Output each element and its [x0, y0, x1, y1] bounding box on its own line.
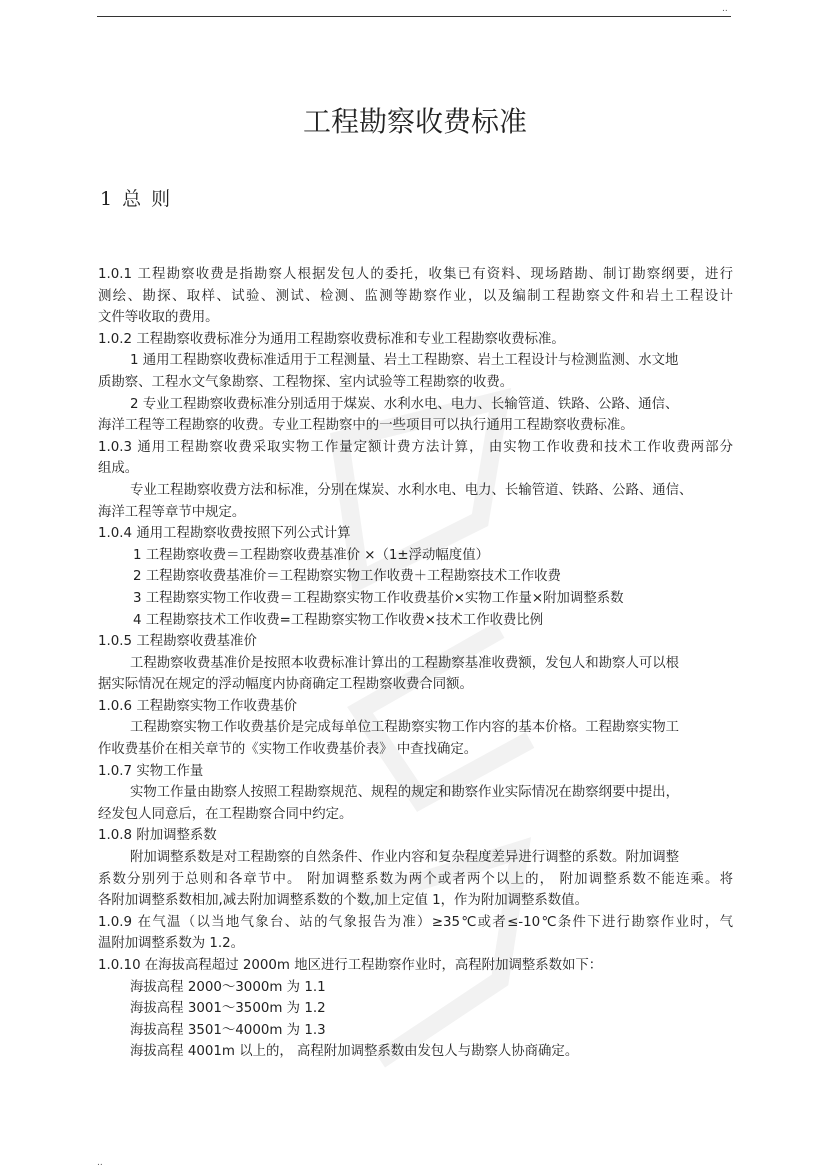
paragraph-line: 实物工作量由勘察人按照工程勘察规范、规程的规定和勘察作业实际情况在勘察纲要中提出， [130, 785, 680, 801]
paragraph-line: 海拔高程 4001m 以上的， 高程附加调整系数由发包人与勘察人协商确定。 [130, 1044, 579, 1060]
paragraph-line: 海洋工程等章节中规定。 [98, 504, 246, 520]
paragraph-line: 专业工程勘察收费方法和标准，分别在煤炭、水利水电、电力、长输管道、铁路、公路、通信、 [130, 482, 693, 498]
paragraph-line: 3 工程勘察实物工作收费＝工程勘察实物工作收费基价×实物工作量×附加调整系数 [133, 590, 624, 606]
paragraph-line: 海拔高程 3001～3500m 为 1.2 [130, 1001, 326, 1017]
paragraph [98, 804, 733, 826]
paragraph [98, 761, 733, 783]
paragraph-line: 1.0.8 附加调整系数 [98, 828, 217, 844]
paragraph [98, 610, 733, 632]
header-rule [97, 16, 731, 17]
paragraph-line: 海拔高程 2000～3000m 为 1.1 [130, 979, 326, 995]
paragraph-line: 2 专业工程勘察收费标准分别适用于煤炭、水利水电、电力、长输管道、铁路、公路、通信、 [130, 396, 679, 412]
paragraph [98, 566, 733, 588]
paragraph [98, 415, 733, 437]
paragraph-line: 1.0.5 工程勘察收费基准价 [98, 634, 257, 650]
paragraph [98, 847, 733, 869]
paragraph-line: 文件等收取的费用。 [98, 310, 219, 326]
paragraph-line: 据实际情况在规定的浮动幅度内协商确定工程勘察收费合同额。 [98, 677, 473, 693]
paragraph [98, 653, 733, 675]
paragraph [98, 329, 733, 351]
paragraph [98, 717, 733, 739]
footer-mark: .. [97, 1158, 103, 1168]
paragraph-line: 温附加调整系数为 1.2。 [98, 936, 245, 952]
paragraph [98, 674, 733, 696]
paragraph-line: 1.0.4 通用工程勘察收费按照下列公式计算 [98, 526, 351, 542]
paragraph [98, 502, 733, 524]
paragraph [98, 437, 733, 480]
paragraph-line: 2 工程勘察收费基准价＝工程勘察实物工作收费＋工程勘察技术工作收费 [133, 569, 561, 585]
document-title: 工程勘察收费标准 [302, 105, 527, 138]
paragraph [98, 372, 733, 394]
paragraph [98, 1041, 733, 1063]
paragraph-line: 质勘察、工程水文气象勘察、工程物探、室内试验等工程勘察的收费。 [98, 374, 514, 390]
paragraph [98, 394, 733, 416]
paragraph-line: 1 通用工程勘察收费标准适用于工程测量、岩土工程勘察、岩土工程设计与检测监测、水文地 [130, 353, 679, 369]
paragraph-line: 经发包人同意后，在工程勘察合同中约定。 [98, 806, 353, 822]
paragraph-line: 1.0.7 实物工作量 [98, 763, 204, 779]
paragraph-line: 组成。 [98, 461, 139, 477]
paragraph [98, 977, 733, 999]
paragraph [98, 264, 733, 329]
paragraph-line: 系数分别列于总则和各章节中。 附加调整系数为两个或者两个以上的， 附加调整系数不能连乘。将 [98, 871, 733, 887]
paragraph [98, 998, 733, 1020]
paragraph [98, 912, 733, 955]
paragraph [98, 545, 733, 567]
paragraph [98, 350, 733, 372]
paragraph-line: 附加调整系数是对工程勘察的自然条件、作业内容和复杂程度差异进行调整的系数。附加调整 [130, 850, 680, 866]
paragraph [98, 631, 733, 653]
paragraph [98, 1020, 733, 1042]
paragraph-line: 海拔高程 3501～4000m 为 1.3 [130, 1022, 326, 1038]
paragraph-line: 1.0.2 工程勘察收费标准分为通用工程勘察收费标准和专业工程勘察收费标准。 [98, 331, 565, 347]
paragraph [98, 739, 733, 761]
paragraph-line: 工程勘察收费基准价是按照本收费标准计算出的工程勘察基准收费额，发包人和勘察人可以根 [130, 655, 680, 671]
paragraph-line: 测绘、勘探、取样、试验、测试、检测、监测等勘察作业，以及编制工程勘察文件和岩土工程设计 [98, 288, 733, 304]
paragraph-line: 1.0.6 工程勘察实物工作收费基价 [98, 698, 298, 714]
paragraph [98, 869, 733, 912]
paragraph-line: 4 工程勘察技术工作收费=工程勘察实物工作收费×技术工作收费比例 [133, 612, 544, 628]
paragraph-line: 作收费基价在相关章节的《实物工作收费基价表》 中查找确定。 [98, 742, 478, 758]
paragraph [98, 588, 733, 610]
paragraph-line: 各附加调整系数相加,减去附加调整系数的个数,加上定值 1，作为附加调整系数值。 [98, 893, 588, 909]
paragraph [98, 955, 733, 977]
paragraph-line: 1.0.1 工程勘察收费是指勘察人根据发包人的委托，收集已有资料、现场踏勘、制订勘察纲要，进行 [98, 267, 733, 282]
chapter-heading: 1 总 则 [100, 188, 171, 210]
paragraph-line: 工程勘察实物工作收费基价是完成每单位工程勘察实物工作内容的基本价格。工程勘察实物工 [130, 720, 680, 736]
paragraph [98, 523, 733, 545]
paragraph-line: 1.0.10 在海拔高程超过 2000m 地区进行工程勘察作业时，高程附加调整系数如下： [98, 958, 603, 973]
header-mark: .. [722, 4, 728, 14]
paragraph [98, 825, 733, 847]
paragraph [98, 480, 733, 502]
paragraph-line: 1.0.3 通用工程勘察收费采取实物工作量定额计费方法计算， 由实物工作收费和技术工作收费两部分 [98, 439, 733, 455]
paragraph-line: 1 工程勘察收费＝工程勘察收费基准价 ×（1±浮动幅度值） [133, 547, 489, 563]
paragraph-line: 海洋工程等工程勘察的收费。专业工程勘察中的一些项目可以执行通用工程勘察收费标准。 [98, 418, 634, 434]
paragraph-line: 1.0.9 在气温（以当地气象台、站的气象报告为准）≥35℃或者≤-10℃条件下进行勘察作业时，气 [98, 914, 733, 930]
document-body [98, 264, 733, 1063]
paragraph [98, 782, 733, 804]
paragraph [98, 696, 733, 718]
